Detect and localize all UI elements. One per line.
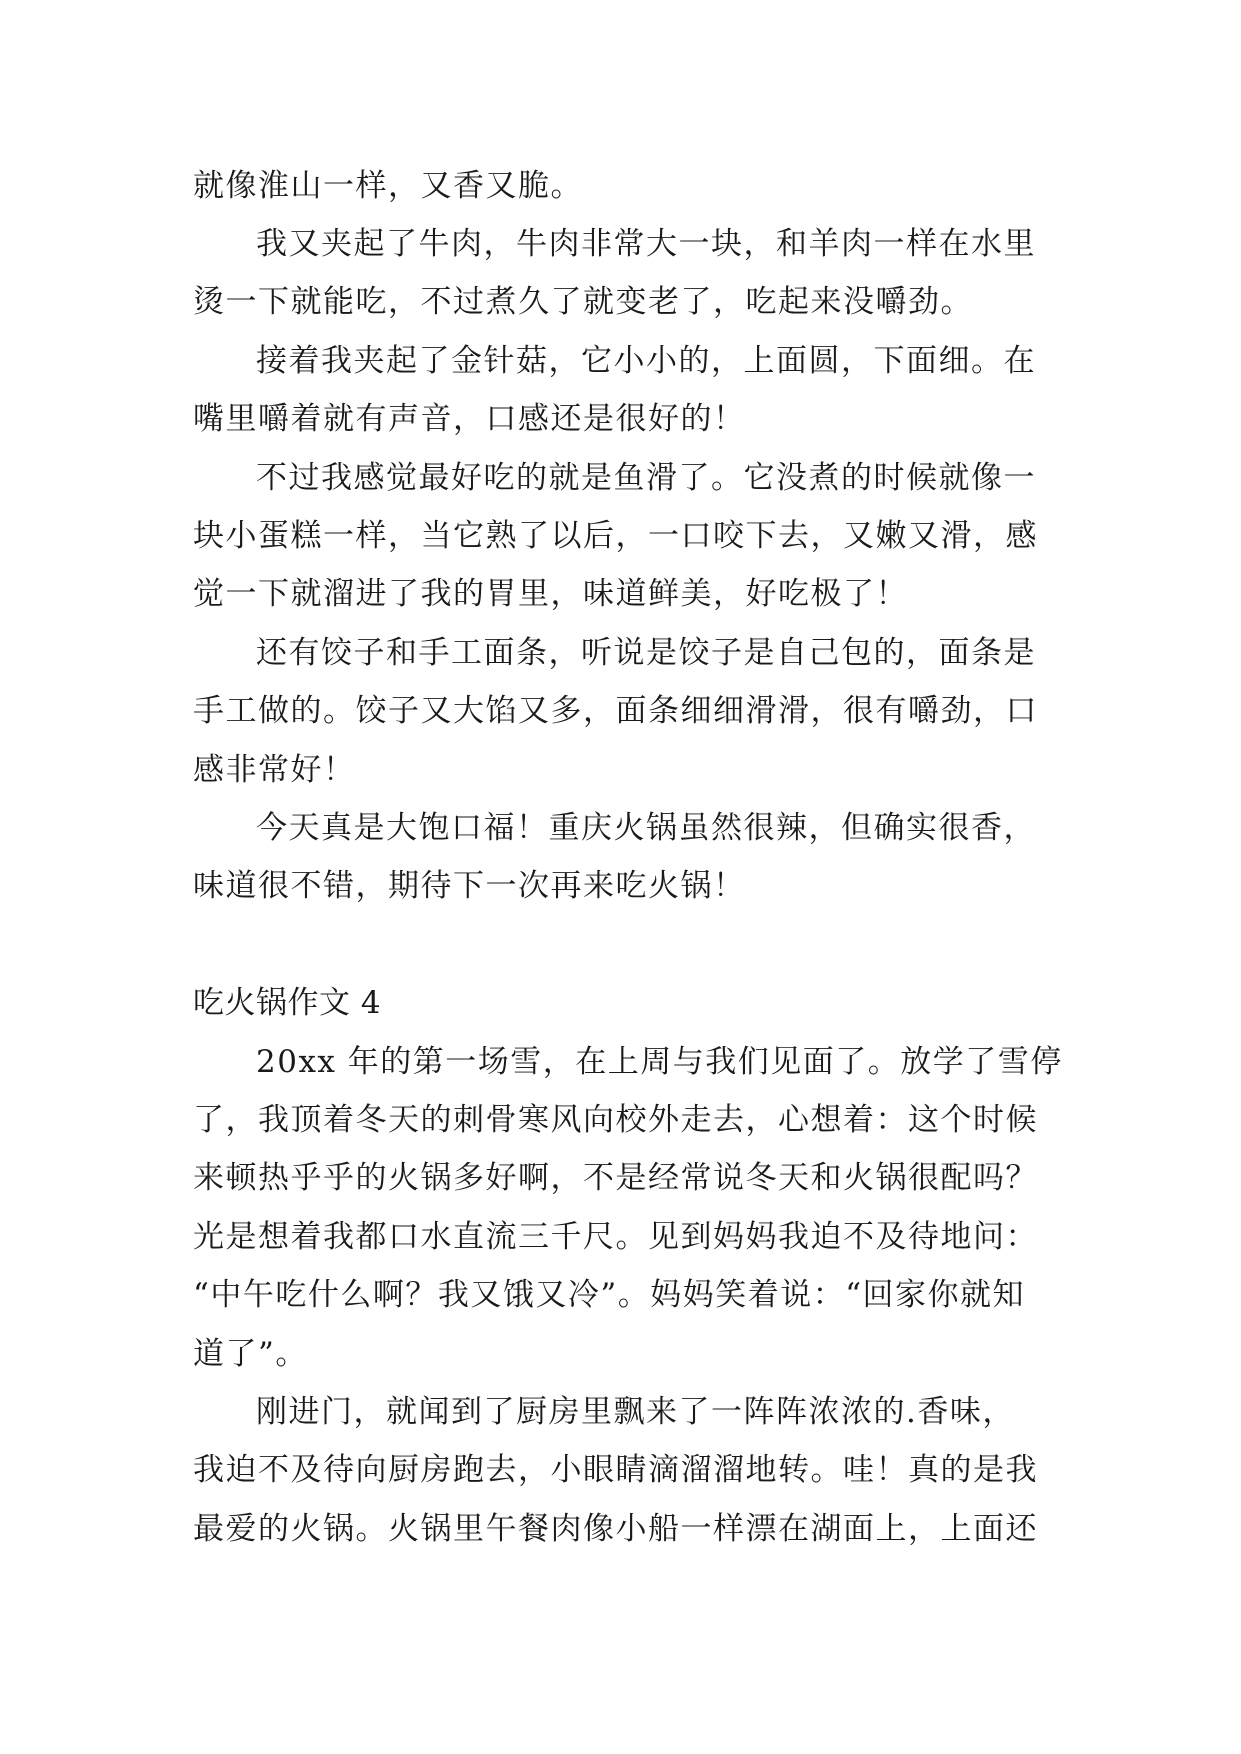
text-line: 了，我顶着冬天的刺骨寒风向校外走去，心想着：这个时候 xyxy=(193,1102,1038,1138)
text-line: 道了”。 xyxy=(193,1336,308,1372)
text-line: 觉一下就溜进了我的胃里，味道鲜美，好吃极了！ xyxy=(193,576,908,612)
text-line: 嘴里嚼着就有声音，口感还是很好的！ xyxy=(193,401,746,437)
text-line: 就像淮山一样，又香又脆。 xyxy=(193,168,583,204)
paragraph-first-line: 刚进门，就闻到了厨房里飘来了一阵阵浓浓的.香味， xyxy=(256,1394,1015,1430)
text-line: 烫一下就能吃，不过煮久了就变老了，吃起来没嚼劲。 xyxy=(193,284,973,320)
paragraph-first-line: 今天真是大饱口福！重庆火锅虽然很辣，但确实很香， xyxy=(256,810,1036,846)
text-line: 来顿热乎乎的火锅多好啊，不是经常说冬天和火锅很配吗？ xyxy=(193,1160,1038,1196)
paragraph-first-line: 接着我夹起了金针菇，它小小的，上面圆，下面细。在 xyxy=(256,343,1036,379)
paragraph-first-line: 我又夹起了牛肉，牛肉非常大一块，和羊肉一样在水里 xyxy=(256,226,1036,262)
text-line: “中午吃什么啊？我又饿又冷”。妈妈笑着说：“回家你就知 xyxy=(193,1277,1026,1313)
text-line: 感非常好！ xyxy=(193,752,356,788)
paragraph-first-line: 20xx 年的第一场雪，在上周与我们见面了。放学了雪停 xyxy=(256,1044,1063,1080)
text-line: 最爱的火锅。火锅里午餐肉像小船一样漂在湖面上，上面还 xyxy=(193,1511,1038,1547)
paragraph-first-line: 还有饺子和手工面条，听说是饺子是自己包的，面条是 xyxy=(256,635,1036,671)
text-line: 块小蛋糕一样，当它熟了以后，一口咬下去，又嫩又滑，感 xyxy=(193,518,1038,554)
section-heading: 吃火锅作文 4 xyxy=(193,985,382,1021)
text-line: 光是想着我都口水直流三千尺。见到妈妈我迫不及待地问： xyxy=(193,1219,1038,1255)
text-line: 味道很不错，期待下一次再来吃火锅！ xyxy=(193,868,746,904)
text-line: 我迫不及待向厨房跑去，小眼睛滴溜溜地转。哇！真的是我 xyxy=(193,1452,1038,1488)
paragraph-first-line: 不过我感觉最好吃的就是鱼滑了。它没煮的时候就像一 xyxy=(256,460,1036,496)
text-line: 手工做的。饺子又大馅又多，面条细细滑滑，很有嚼劲，口 xyxy=(193,693,1038,729)
